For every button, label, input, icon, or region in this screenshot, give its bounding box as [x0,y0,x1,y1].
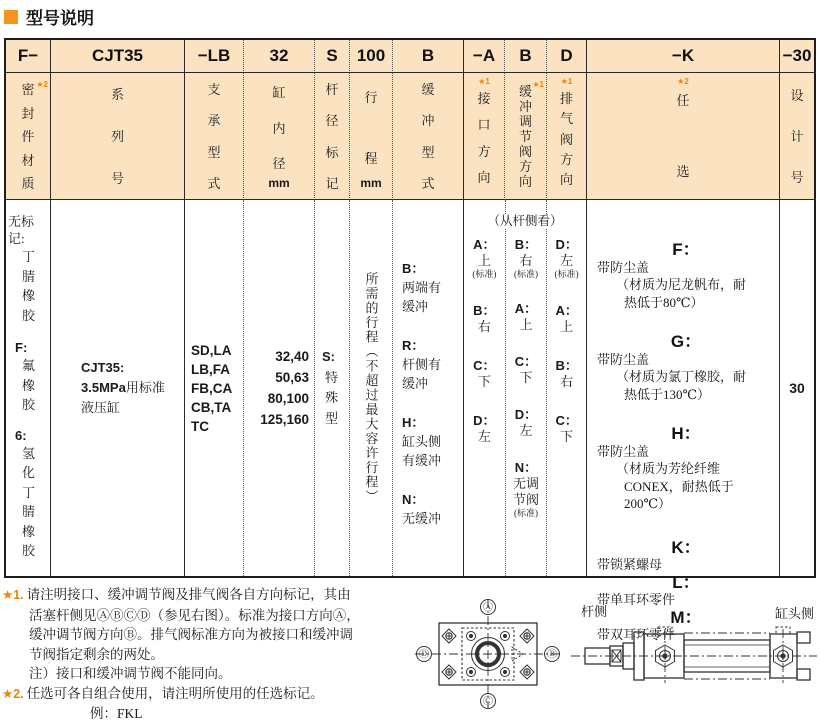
body-stroke [350,200,393,576]
cushion-option [402,259,463,316]
direction-item [547,303,586,335]
header-label: 密 封 件 材 质 [21,82,35,191]
direction-diagram [413,585,820,716]
seal-code-6: 6: [15,427,27,443]
footnote-star: ★2. [2,686,24,701]
dir-standard: (标准) [554,269,579,279]
footnote-star-ref: ★1 [532,80,544,89]
code-seal: F− [6,40,51,73]
header-cushion-type [393,73,464,200]
option-text: 带单耳环零件 [597,592,676,607]
header-label: 缓 冲 型 式 [421,82,435,191]
cushion-code: B： [402,261,425,276]
header-stroke [350,73,393,200]
option-item [597,241,775,311]
air-valve-direction-list [546,200,586,576]
option-text: （材质为尼龙帆布，耐 [616,277,747,292]
dir-code: D： [555,237,578,252]
tie-rod-nut-top [797,632,810,643]
footnote-star-ref: ★2 [677,77,689,86]
direction-item [506,237,547,280]
header-label: 系 列 号 [110,87,124,186]
dir-a-label: Ⓐ [483,602,493,614]
cushion-option [402,336,463,393]
direction-item [547,237,586,280]
header-label: 接 口 方 向 [477,91,491,185]
tie-rod-nut-bottom [797,669,810,680]
code-air-dir: D [547,40,587,73]
footnote-text: 请注明接口、缓冲调节阀及排气阀各自方向标记，其由 [26,587,351,602]
cushion-code: R： [402,338,425,353]
footnote-star-ref: ★1 [560,77,573,86]
code-series: CJT35 [51,40,185,73]
direction-item [547,358,586,390]
cushion-desc: 两端有缓冲 [402,280,442,314]
unit-label: mm [268,176,290,190]
option-text: （材质为氯丁橡胶，耐 [616,369,747,384]
header-seal-material [6,73,51,200]
seal-no-mark-value: 丁腈橡胶 [21,249,35,323]
bore-line: 32,40 [275,349,309,364]
dir-value: 下 [560,429,574,444]
code-valve-dir: B [505,40,547,73]
header-port-direction [464,73,505,200]
dir-code: N： [514,460,538,475]
cushion-desc: 杆侧有缓冲 [402,357,442,391]
body-mount-types [185,200,244,576]
dir-code: B： [473,303,496,318]
direction-item [506,407,547,439]
dir-b-label: Ⓑ [547,649,557,661]
dir-value: 左 [560,253,574,268]
option-item [597,425,775,513]
header-label: 缓 冲 调 节 阀 方 向 [518,84,532,189]
bore-line: 80,100 [267,391,309,406]
cushion-code: N： [402,492,425,507]
dir-value: 上 [477,253,491,268]
code-options: −K [587,40,780,73]
option-code: K： [671,537,701,557]
footnote-2 [2,684,430,705]
body-seal-material [6,200,51,576]
header-options [587,73,780,200]
cushion-valve-direction-list [505,200,547,576]
direction-item [506,354,547,386]
mount-line: CB,TA [191,399,232,415]
option-text: 热低于80℃） [624,294,704,310]
series-spec-rest: 用标准 [125,380,165,395]
section-title-bar [4,4,94,29]
footnote-text: 节阀指定剩余的两处。 [29,646,164,662]
footnote-text: 活塞杆侧见ⒶⒷⒸⒹ（参见右图）。标准为接口方向Ⓐ， [29,607,360,623]
dir-value: 上 [519,317,533,332]
footnote-star: ★1. [2,588,24,602]
header-label: 任 选 [676,93,690,179]
dir-standard: (标准) [513,269,538,279]
dir-value: 右 [477,319,491,334]
code-bore: 32 [244,40,315,73]
bore-line: 50,63 [275,370,309,385]
body-bore-sizes [244,200,315,576]
body-design-no: 30 [789,380,805,396]
dir-c-label: Ⓒ [483,696,493,708]
header-label: 支 承 型 式 [207,82,221,191]
footnote-star-ref: ★2 [36,80,48,89]
header-bore [244,73,315,200]
dir-code: A： [473,237,496,252]
body-series [51,200,185,576]
code-stroke: 100 [350,40,393,73]
section-marker-icon [4,10,18,24]
cushion-desc: 缸头侧有缓冲 [402,434,442,468]
body-cushion-types [393,200,464,576]
series-code: CJT35: [81,360,125,375]
dir-standard: (标准) [472,269,497,279]
header-cushion-valve-direction [505,73,547,200]
dir-code: D： [473,413,496,428]
option-code: M： [670,607,702,627]
code-design: −30 [780,40,814,73]
header-label: 缸 内 径 [272,85,286,171]
cushion-option [402,413,463,470]
direction-item [547,413,586,445]
footnote-note: 注）接口和缓冲调节阀不能同向。 [29,666,232,681]
head-side-label: 缸头侧 [775,606,815,621]
option-text: 带防尘盖 [597,443,650,459]
direction-item [464,303,505,335]
dir-value: 无调节阀 [512,476,539,507]
page-title: 型号说明 [26,9,94,28]
option-text: 热低于130℃） [624,386,711,402]
series-spec [51,378,184,398]
seal-value-6: 氢化丁腈橡胶 [21,445,35,558]
dir-code: C： [555,413,578,428]
option-text: 带锁紧螺母 [597,557,663,572]
port-direction-list [464,200,505,576]
code-cushion: B [393,40,464,73]
dir-value: 上 [560,319,574,334]
direction-item [464,237,505,280]
dir-value: 下 [519,370,533,385]
header-label: 杆 径 标 记 [325,82,339,191]
direction-item [506,301,547,333]
cushion-code: H： [402,415,425,430]
header-design-no [780,73,814,200]
option-text: 带防尘盖 [597,351,650,367]
footnote-example: 例：FKL [90,706,143,721]
code-mount: −LB [185,40,244,73]
dir-code: C： [473,358,496,373]
series-spec-pressure: 3.5MPa [81,380,126,395]
mount-line: TC [191,418,209,434]
bore-line: 125,160 [260,412,309,427]
dir-value: 右 [519,253,533,268]
dir-value: 左 [519,423,533,438]
header-series-no [51,73,185,200]
direction-item [506,460,547,519]
dir-code: A： [555,303,578,318]
option-code: L： [672,572,700,592]
dir-value: 左 [477,429,491,444]
footnotes [2,585,430,724]
seal-code-f: F: [15,340,28,355]
cushion-desc: 无缓冲 [402,511,442,526]
option-code: F： [672,240,700,259]
option-item [597,539,775,574]
option-text: CONEX，耐热低于 [624,478,734,494]
dir-d-label: Ⓓ [419,649,429,661]
header-mount-type [185,73,244,200]
direction-item [464,413,505,445]
option-text: 带双耳环零件 [597,627,676,642]
header-rod-mark [315,73,350,200]
view-from-rod-side-note: （从杆侧看） [487,214,563,228]
option-text: 带防尘盖 [597,259,650,275]
rod-code: S: [322,349,335,364]
dir-value: 下 [477,374,491,389]
dir-code: B： [555,358,578,373]
unit-label: mm [360,176,382,190]
dir-code: A： [514,301,538,316]
seal-value-f: 氟橡胶 [21,358,35,412]
dir-value: 右 [560,374,574,389]
option-code: G： [670,332,702,351]
dir-code: B： [514,237,538,252]
stroke-note: 所需的行程（不超过最大容许行程） [363,272,379,504]
seal-no-mark: 无标记: [8,214,35,246]
mount-line: SD,LA [191,342,232,358]
direction-item [464,358,505,390]
rod-value: 特殊型 [324,369,338,426]
body-rod-mark [315,200,350,576]
rod-side-label: 杆侧 [581,604,608,619]
header-label: 排 气 阀 方 向 [559,91,573,187]
header-label: 设 计 号 [790,88,804,185]
header-air-valve-direction [547,73,587,200]
code-port-dir: −A [464,40,505,73]
footnote-star-ref: ★1 [478,77,490,86]
mount-line: FB,CA [191,380,233,396]
option-item [597,333,775,403]
option-text: （材质为芳纶纤维 [616,461,721,476]
header-label: 行 程 [364,90,378,166]
dir-code: C： [514,354,538,369]
body-directions [464,200,587,576]
footnote-text: 缓冲调节阀方向Ⓑ。排气阀标准方向为被接口和缓冲调 [29,627,353,642]
dir-code: D： [514,407,538,422]
mount-line: LB,FA [191,361,230,377]
option-code: H： [671,424,701,443]
footnote-1 [2,585,430,606]
footnote-text: 任选可各自组合使用，请注明所使用的任选标记。 [26,685,324,701]
option-text: 200℃） [624,496,672,511]
cushion-option [402,490,463,528]
series-spec-line3: 液压缸 [81,400,121,415]
code-rod: S [315,40,350,73]
dir-standard: (标准) [513,508,538,518]
